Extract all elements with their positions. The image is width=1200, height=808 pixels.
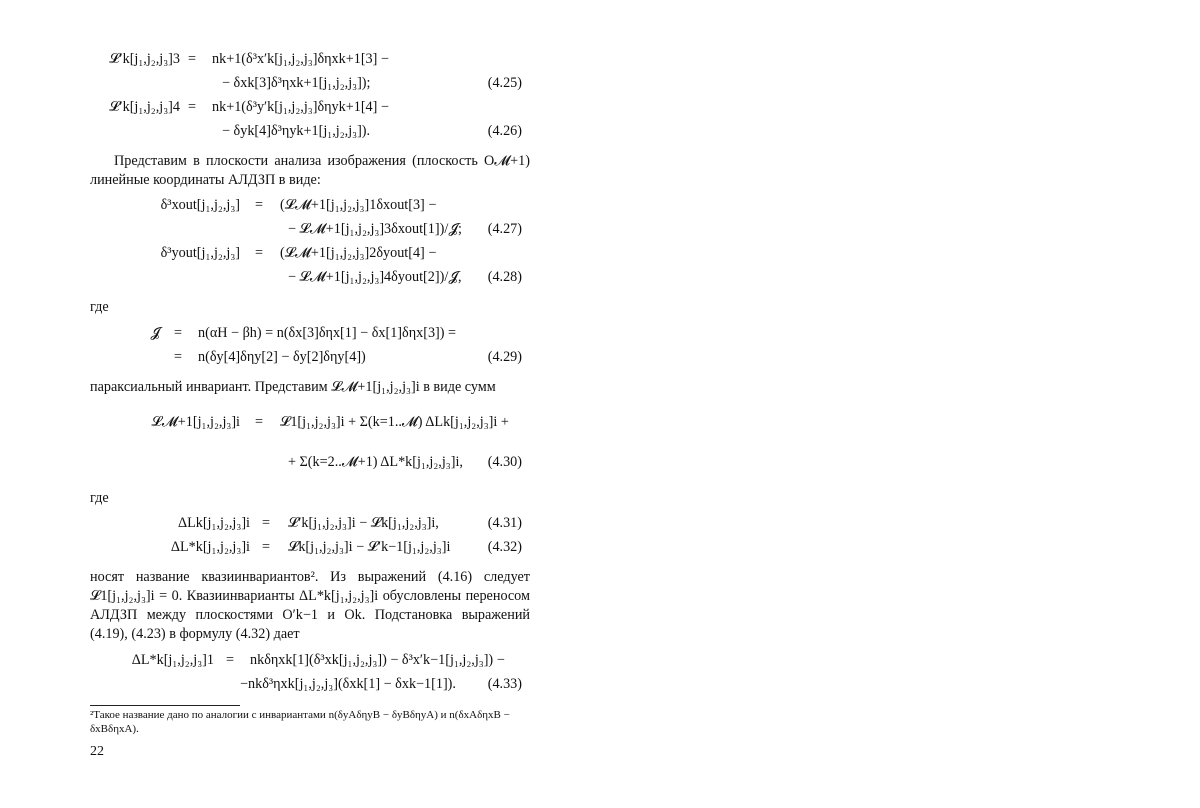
eq-rhs: nkδηxk[1](δ³xk[j₁,j₂,j₃]) − δ³x′k−1[j₁,j₂,j₃]) − — [250, 651, 505, 668]
eq-lhs: δ³xout[j₁,j₂,j₃] — [160, 197, 240, 214]
paragraph: Представим в плоскости анализа изображения (плоскость O𝓜+1) линейные координаты АЛДЗП в виде: — [90, 153, 530, 189]
eq-rel: = — [262, 538, 271, 555]
eq-rel: = — [226, 651, 235, 668]
paragraph-where: где — [90, 299, 109, 316]
footnote-divider — [90, 705, 240, 706]
equation-4-27-line1 — [90, 196, 530, 220]
equation-4-32 — [90, 538, 530, 562]
eq-rel: = — [188, 51, 197, 67]
eq-rhs: 𝓛′k[j₁,j₂,j₃]i − 𝓛k[j₁,j₂,j₃]i, — [288, 514, 439, 531]
eq-lhs: ΔL*k[j₁,j₂,j₃]i — [170, 538, 250, 555]
eq-rhs: − 𝓛𝓜+1[j₁,j₂,j₃]4δyout[2])/𝓙, — [288, 269, 462, 286]
eq-lhs: δ³yout[j₁,j₂,j₃] — [160, 245, 240, 262]
paragraph: носят название квазиинвариантов². Из выражений (4.16) следует 𝓛1[j₁,j₂,j₃]i = 0. Квазиинварианты ΔL*k[j₁,j₂,j₃]i обусловлены переносом АЛДЗП между плоскостями O′k−1 и Ok. Подстановка выражений (4.19), (4.23) в формулу (4.32) дает — [90, 568, 530, 643]
equation-number: (4.27) — [487, 221, 522, 238]
equation-4-29-line1 — [90, 324, 530, 348]
eq-rel: = — [174, 348, 183, 365]
equation-4-26-line1 — [90, 98, 530, 122]
equation-4-28-line1 — [90, 244, 530, 268]
equation-number: (4.28) — [487, 269, 522, 286]
eq-rel: = — [255, 413, 264, 430]
eq-rhs: 𝓛k[j₁,j₂,j₃]i − 𝓛′k−1[j₁,j₂,j₃]i — [288, 538, 451, 555]
equation-number: (4.33) — [487, 675, 522, 692]
eq-rhs: (𝓛𝓜+1[j₁,j₂,j₃]1δxout[3] − — [280, 197, 437, 214]
equation-number: (4.26) — [487, 123, 522, 139]
eq-rhs: n(αH − βh) = n(δx[3]δηx[1] − δx[1]δηx[3]) = — [198, 324, 457, 341]
eq-rhs: − δxk[3]δ³ηxk+1[j₁,j₂,j₃]); — [222, 75, 371, 91]
eq-rhs: nk+1(δ³y′k[j₁,j₂,j₃]δηyk+1[4] − — [212, 99, 389, 115]
eq-rel: = — [255, 197, 264, 214]
eq-rhs: (𝓛𝓜+1[j₁,j₂,j₃]2δyout[4] − — [280, 245, 437, 262]
page-number: 22 — [90, 744, 104, 760]
eq-rhs: − 𝓛𝓜+1[j₁,j₂,j₃]3δxout[1])/𝓙; — [288, 221, 462, 238]
equation-number: (4.30) — [487, 453, 522, 470]
eq-lhs: 𝓛𝓜+1[j₁,j₂,j₃]i — [151, 413, 240, 430]
eq-lhs: 𝓛′k[j₁,j₂,j₃]3 — [109, 51, 180, 67]
equation-4-25-line1 — [90, 50, 530, 74]
eq-rel: = — [262, 514, 271, 531]
equation-4-27-line2 — [90, 220, 530, 244]
equation-number: (4.29) — [487, 348, 522, 365]
equation-4-26-line2 — [90, 122, 530, 146]
equation-4-31 — [90, 514, 530, 538]
eq-lhs: ΔLk[j₁,j₂,j₃]i — [177, 514, 250, 531]
footnote: ²Такое название дано по аналогии с инвариантами n(δyAδηyB − δyBδηyA) и n(δxAδηxB − δxBδηxA). — [90, 708, 510, 736]
equation-4-28-line2 — [90, 268, 530, 292]
eq-rhs: nk+1(δ³x′k[j₁,j₂,j₃]δηxk+1[3] − — [212, 51, 389, 67]
eq-rel: = — [188, 99, 197, 115]
equation-4-30-line2 — [90, 443, 530, 483]
equation-4-30-line1 — [90, 403, 530, 443]
equation-4-33-line2 — [90, 675, 530, 699]
eq-rhs: 𝓛1[j₁,j₂,j₃]i + Σ(k=1..𝓜) ΔLk[j₁,j₂,j₃]i + — [280, 413, 509, 430]
equation-4-29-line2 — [90, 348, 530, 372]
eq-lhs: 𝓛′k[j₁,j₂,j₃]4 — [109, 99, 180, 115]
eq-lhs: ΔL*k[j₁,j₂,j₃]1 — [131, 651, 214, 668]
eq-lhs: 𝓙 — [150, 324, 160, 341]
equation-4-25-line2 — [90, 74, 530, 98]
equation-4-33-line1 — [90, 651, 530, 675]
page-content — [90, 50, 530, 762]
paragraph-where: где — [90, 489, 109, 506]
equation-number: (4.31) — [487, 514, 522, 531]
eq-rel: = — [255, 245, 264, 262]
eq-rhs: n(δy[4]δηy[2] − δy[2]δηy[4]) — [198, 348, 366, 365]
eq-rhs: −nkδ³ηxk[j₁,j₂,j₃](δxk[1] − δxk−1[1]). — [240, 675, 456, 692]
eq-rel: = — [174, 324, 183, 341]
equation-number: (4.32) — [487, 538, 522, 555]
eq-rhs: − δyk[4]δ³ηyk+1[j₁,j₂,j₃]). — [222, 123, 371, 139]
eq-rhs: + Σ(k=2..𝓜+1) ΔL*k[j₁,j₂,j₃]i, — [288, 453, 463, 470]
equation-number: (4.25) — [487, 75, 522, 91]
paragraph: параксиальный инвариант. Представим 𝓛𝓜+1[j₁,j₂,j₃]i в виде сумм — [90, 378, 496, 395]
